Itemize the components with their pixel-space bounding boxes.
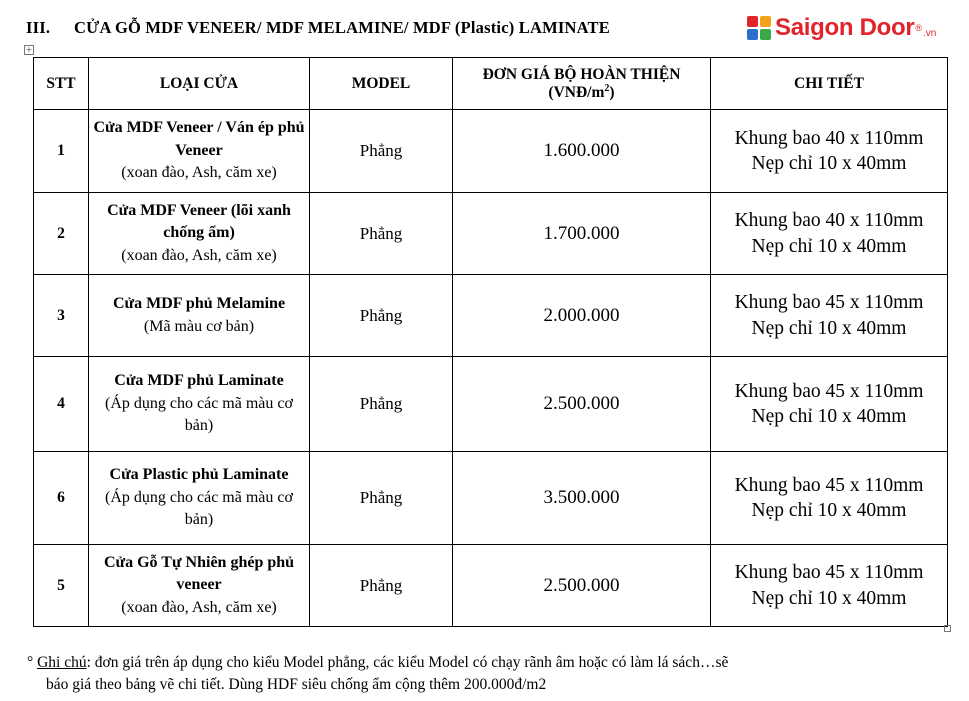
row-door-type [89, 193, 310, 275]
row-price: 2.500.000 [453, 357, 711, 452]
row-price: 1.700.000 [453, 193, 711, 275]
table-header-row [34, 58, 948, 110]
frame-spec: Khung bao 45 x 110mm [734, 380, 924, 402]
row-stt: 3 [34, 275, 89, 357]
row-door-type [89, 357, 310, 452]
row-stt: 4 [34, 357, 89, 452]
door-name: Cửa Plastic phủ Laminate [109, 466, 289, 484]
table-row [34, 357, 948, 452]
door-name: Cửa MDF Veneer / Ván ép phủ Veneer [93, 119, 305, 159]
door-name: Cửa MDF Veneer (lõi xanh chống ẩm) [107, 201, 291, 242]
trim-spec: Nẹp chỉ 10 x 40mm [751, 406, 907, 427]
door-name: Cửa MDF phủ Melamine [112, 295, 286, 313]
header-price-close: ) [609, 83, 615, 101]
door-name: Cửa Gỗ Tự Nhiên ghép phủ veneer [103, 553, 295, 594]
trim-spec: Nẹp chỉ 10 x 40mm [751, 587, 907, 609]
header-model: MODEL [310, 58, 453, 110]
frame-spec: Khung bao 45 x 110mm [734, 292, 924, 314]
row-model: Phẳng [310, 275, 453, 357]
row-detail [711, 452, 948, 545]
door-note: (xoan đào, Ash, căm xe) [121, 598, 277, 616]
header-detail: CHI TIẾT [711, 58, 948, 110]
logo-registered: ® [915, 23, 923, 33]
logo-mark-icon [747, 16, 771, 40]
row-price: 2.000.000 [453, 275, 711, 357]
door-note: (Mã màu cơ bản) [143, 317, 255, 335]
row-door-type [89, 452, 310, 545]
section-heading [26, 18, 610, 38]
row-door-type [89, 275, 310, 357]
saigon-door-logo [747, 13, 936, 43]
row-stt: 2 [34, 193, 89, 275]
row-stt: 6 [34, 452, 89, 545]
frame-spec: Khung bao 40 x 110mm [734, 210, 924, 232]
table-row [34, 545, 948, 627]
header-price-sup: 2 [604, 82, 610, 94]
frame-spec: Khung bao 45 x 110mm [734, 474, 924, 496]
logo-text: Saigon Door [775, 14, 915, 41]
header-price-line1: ĐƠN GIÁ BỘ HOÀN THIỆN [482, 65, 681, 83]
section-number: III. [26, 18, 51, 37]
logo-tld: .vn [923, 27, 937, 39]
trim-spec: Nẹp chỉ 10 x 40mm [751, 500, 907, 521]
door-note: (Áp dụng cho các mã màu cơ bản) [105, 488, 293, 529]
row-model: Phẳng [310, 193, 453, 275]
row-detail [711, 110, 948, 193]
footer-bullet: ° [27, 654, 34, 671]
row-detail [711, 545, 948, 627]
resize-handle-icon[interactable] [944, 625, 951, 632]
footer-text-1: : đơn giá trên áp dụng cho kiểu Model phẳng, các kiểu Model có chạy rãnh âm hoặc có làm lá sách…sẽ [86, 654, 729, 671]
row-detail [711, 193, 948, 275]
header-stt: STT [34, 58, 89, 110]
row-stt: 5 [34, 545, 89, 627]
footer-label: Ghi chú [37, 654, 87, 671]
footer-note [27, 652, 952, 696]
table-row [34, 110, 948, 193]
trim-spec: Nẹp chỉ 10 x 40mm [751, 153, 907, 174]
row-model: Phẳng [310, 110, 453, 193]
trim-spec: Nẹp chỉ 10 x 40mm [751, 317, 907, 339]
row-door-type [89, 545, 310, 627]
header-unit-price [453, 58, 711, 110]
section-title: CỬA GỖ MDF VENEER/ MDF MELAMINE/ MDF (Plastic) LAMINATE [74, 18, 610, 37]
trim-spec: Nẹp chỉ 10 x 40mm [751, 235, 907, 257]
row-stt: 1 [34, 110, 89, 193]
footer-line-2: báo giá theo bảng vẽ chi tiết. Dùng HDF siêu chống ẩm cộng thêm 200.000đ/m2 [46, 676, 547, 693]
row-model: Phẳng [310, 357, 453, 452]
row-model: Phẳng [310, 452, 453, 545]
move-handle-icon[interactable]: + [25, 45, 33, 54]
header-door-type: LOẠI CỬA [89, 58, 310, 110]
frame-spec: Khung bao 40 x 110mm [734, 127, 924, 149]
header-price-unit: (VNĐ/m [548, 83, 605, 101]
table-row [34, 452, 948, 545]
footer-line-1 [27, 652, 952, 674]
door-name: Cửa MDF phủ Laminate [114, 372, 284, 390]
row-detail [711, 357, 948, 452]
row-model: Phẳng [310, 545, 453, 627]
row-price: 1.600.000 [453, 110, 711, 193]
frame-spec: Khung bao 45 x 110mm [734, 562, 924, 584]
row-door-type [89, 110, 310, 193]
door-note: (xoan đào, Ash, căm xe) [121, 246, 277, 264]
price-table [33, 57, 948, 627]
table-row [34, 193, 948, 275]
door-note: (Áp dụng cho các mã màu cơ bản) [105, 394, 293, 435]
row-price: 3.500.000 [453, 452, 711, 545]
row-price: 2.500.000 [453, 545, 711, 627]
door-note: (xoan đào, Ash, căm xe) [121, 164, 277, 182]
table-row [34, 275, 948, 357]
row-detail [711, 275, 948, 357]
